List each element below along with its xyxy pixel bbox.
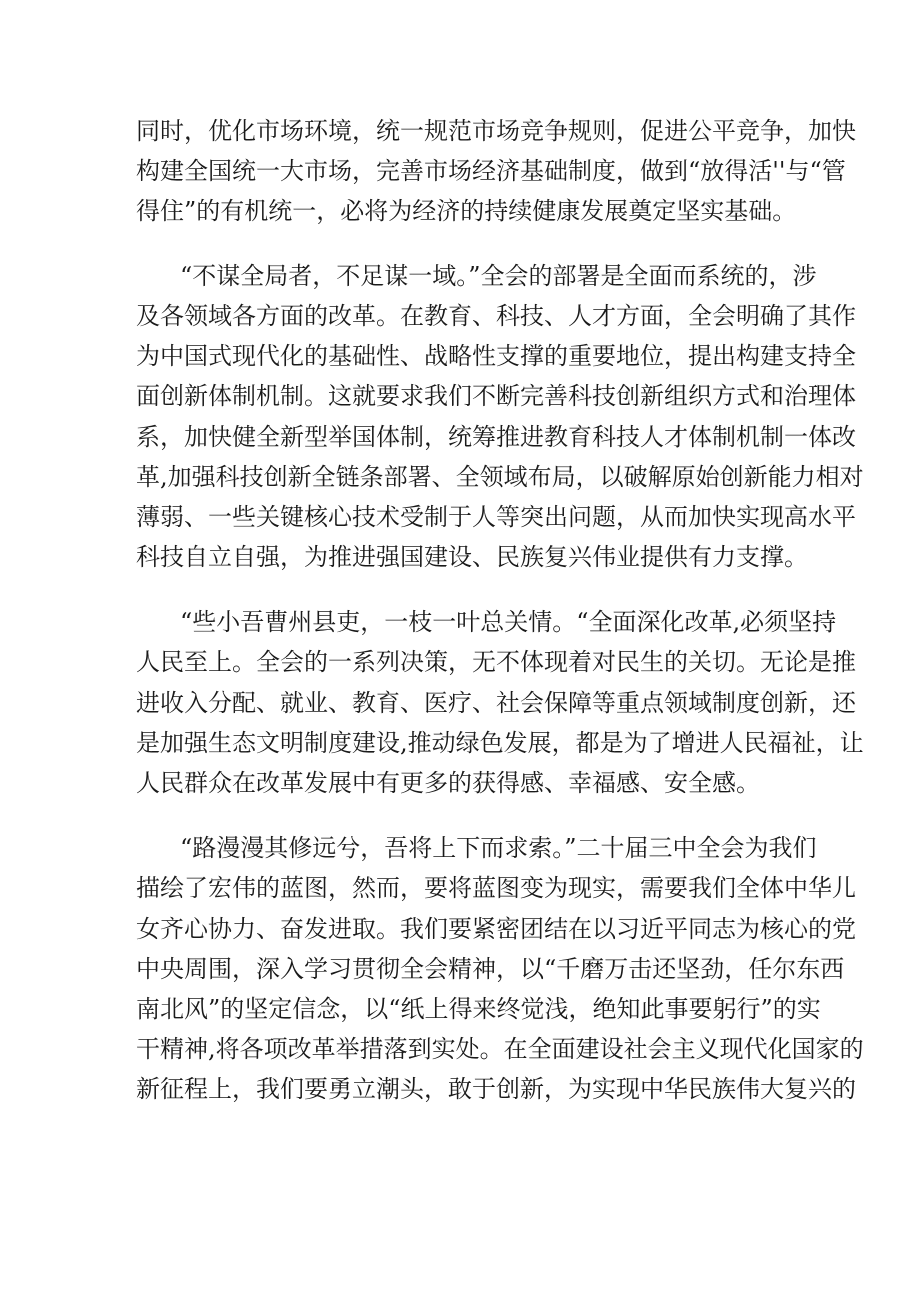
paragraph-2-line-4: 面创新体制机制。这就要求我们不断完善科技创新组织方式和治理体: [136, 382, 856, 410]
paragraph-1-line-3: 得住”的有机统一，必将为经济的持续健康发展奠定坚实基础。: [136, 197, 797, 225]
paragraph-4-line-3: 女齐心协力、奋发进取。我们要紧密团结在以习近平同志为核心的党: [136, 915, 856, 943]
paragraph-3-line-2: 人民至上。全会的一系列决策，无不体现着对民生的关切。无论是推: [136, 648, 856, 676]
paragraph-1-line-2: 构建全国统一大市场，完善市场经济基础制度，做到“放得活''与“管: [136, 157, 846, 185]
paragraph-3-line-5: 人民群众在改革发展中有更多的获得感、幸福感、安全感。: [136, 769, 760, 797]
paragraph-2-line-7: 薄弱、一些关键核心技术受制于人等突出问题，从而加快实现高水平: [136, 503, 856, 531]
paragraph-3-line-1: “些小吾曹州县吏，一枝一叶总关情。“全面深化改革,必须坚持: [180, 608, 837, 636]
paragraph-4-line-5: 南北风”的坚定信念，以“纸上得来终觉浅，绝知此事要躬行”的实: [136, 995, 821, 1023]
paragraph-2-line-6: 革,加强科技创新全链条部署、全领域布局，以破解原始创新能力相对: [136, 463, 864, 491]
paragraph-4-line-6: 干精神,将各项改革举措落到实处。在全面建设社会主义现代化国家的: [136, 1035, 864, 1063]
paragraph-4-line-7: 新征程上，我们要勇立潮头，敢于创新，为实现中华民族伟大复兴的: [136, 1075, 856, 1103]
paragraph-2-line-3: 为中国式现代化的基础性、战略性支撑的重要地位，提出构建支持全: [136, 342, 856, 370]
paragraph-2-line-1: “不谋全局者，不足谋一域。”全会的部署是全面而系统的，涉: [180, 262, 817, 290]
paragraph-2-line-2: 及各领域各方面的改革。在教育、科技、人才方面，全会明确了其作: [136, 302, 856, 330]
paragraph-2-line-8: 科技自立自强，为推进强国建设、民族复兴伟业提供有力支撑。: [136, 543, 808, 571]
paragraph-3-line-4: 是加强生态文明制度建设,推动绿色发展，都是为了增进人民福祉，让: [136, 729, 864, 757]
paragraph-4-line-4: 中央周围，深入学习贯彻全会精神，以“千磨万击还坚劲，任尔东西: [136, 955, 845, 983]
paragraph-2-line-5: 系，加快健全新型举国体制，统筹推进教育科技人才体制机制一体改: [136, 423, 856, 451]
paragraph-4-line-1: “路漫漫其修远兮，吾将上下而求索。”二十届三中全会为我们: [180, 834, 817, 862]
paragraph-1-line-1: 同时，优化市场环境，统一规范市场竞争规则，促进公平竞争，加快: [136, 117, 856, 145]
paragraph-4-line-2: 描绘了宏伟的蓝图，然而，要将蓝图变为现实，需要我们全体中华儿: [136, 874, 856, 902]
paragraph-3-line-3: 进收入分配、就业、教育、医疗、社会保障等重点领域制度创新，还: [136, 689, 856, 717]
